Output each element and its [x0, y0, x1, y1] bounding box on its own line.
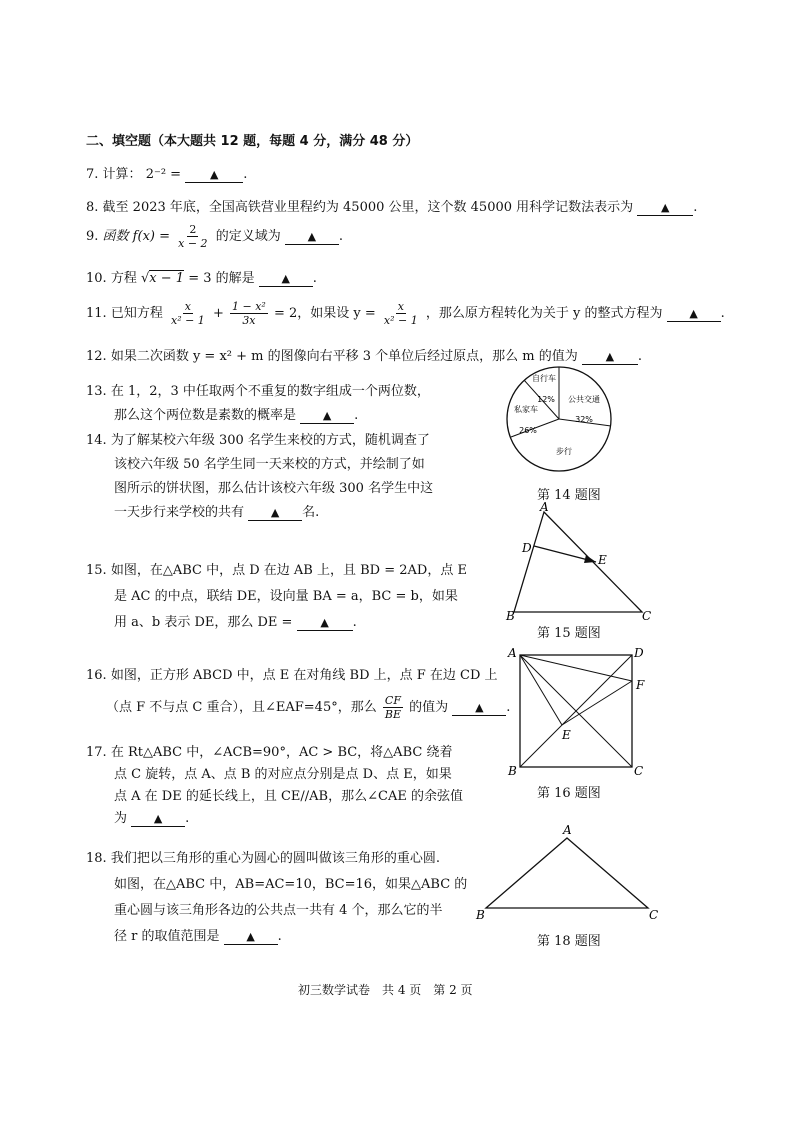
point-label-c: C — [649, 908, 659, 922]
figure-16-caption: 第 16 题图 — [537, 786, 601, 801]
triangle-icon: ▲ — [661, 201, 670, 214]
question-text: 如图，在△ABC 中，点 D 在边 AB 上，且 BD = 2AD，点 E — [110, 563, 467, 578]
question-text: = 3 的解是 — [188, 271, 255, 286]
question-text: 是 AC 的中点，联结 DE，设向量 BA = a，BC = b，如果 — [114, 589, 458, 604]
triangle-icon: ▲ — [281, 272, 290, 285]
triangle-icon: ▲ — [475, 701, 484, 714]
fraction: $\frac{\text{1 − x²}}{3x}$ — [232, 300, 266, 327]
question-text: 截至 2023 年底，全国高铁营业里程约为 45000 公里，这个数 45000 用科学记数法表示为 — [102, 200, 634, 215]
figure-15-caption: 第 15 题图 — [537, 626, 601, 641]
fraction: $\frac{x}{\text{x² − 1}}$ — [170, 300, 205, 327]
plus-sign: + — [212, 306, 224, 321]
pie-label-bus: 公共交通 — [568, 395, 600, 404]
triangle-icon: ▲ — [320, 616, 329, 629]
math-expression: 2⁻² = — [145, 167, 182, 182]
question-15: 15. 如图，在△ABC 中，点 D 在边 AB 上，且 BD = 2AD，点 E 是 AC 的中点，联结 DE，设向量 BA = a，BC = b，如果 用 a、b 表示 DE，那么 DE = ▲ . — [86, 563, 467, 630]
answer-blank[interactable] — [248, 506, 302, 521]
question-text: 一天步行来学校的共有 — [114, 505, 245, 520]
question-number: 16. — [86, 668, 107, 683]
triangle-abc — [514, 512, 642, 612]
question-17: 17. 在 Rt△ABC 中，∠ACB=90°，AC > BC，将△ABC 绕着 点 C 旋转，点 A、点 B 的对应点分别是点 D、点 E，如果 点 A 在 DE 的延长线上，且 CE//AB，那么∠CAE 的余弦值 为 ▲ . — [86, 745, 463, 826]
figure-15-triangle — [502, 502, 652, 622]
question-text: 径 r 的取值范围是 — [114, 929, 220, 944]
question-text: 点 C 旋转，点 A、点 B 的对应点分别是点 D、点 E，如果 — [114, 767, 452, 782]
pie-label-car: 私家车 — [514, 405, 538, 414]
pie-label-bike-pct: 12% — [537, 395, 555, 404]
point-label-b: B — [506, 609, 515, 622]
question-text: 该校六年级 50 名学生同一天来校的方式，并绘制了如 — [114, 457, 425, 472]
question-text: 在 Rt△ABC 中，∠ACB=90°，AC > BC，将△ABC 绕着 — [110, 745, 453, 760]
page-footer: 初三数学试卷 共 4 页 第 2 页 — [298, 983, 473, 997]
triangle-icon: ▲ — [246, 930, 255, 943]
point-label-f: F — [636, 678, 645, 692]
question-text: 我们把以三角形的重心为圆心的圆叫做该三角形的重心圆. — [110, 851, 440, 866]
fraction: $\frac{CF}{BE}$ — [384, 694, 401, 721]
question-text: ，那么原方程转化为关于 y 的整式方程为 — [425, 306, 663, 321]
point-label-c: C — [642, 609, 652, 622]
segment-ef — [562, 681, 632, 725]
question-8: 8. 截至 2023 年底，全国高铁营业里程约为 45000 公里，这个数 45000 用科学记数法表示为 ▲ . — [86, 200, 698, 215]
question-text: 图所示的饼状图，那么估计该校六年级 300 名学生中这 — [114, 481, 434, 496]
pie-label-bus-pct: 32% — [575, 415, 593, 424]
answer-blank[interactable] — [131, 812, 185, 827]
question-7: 7. 计算： 2⁻² = ▲ . — [86, 167, 248, 182]
segment-af — [520, 655, 632, 681]
answer-blank[interactable] — [452, 701, 506, 716]
question-text: 那么这个两位数是素数的概率是 — [114, 408, 297, 423]
triangle-icon: ▲ — [270, 506, 280, 519]
question-text: 的值为 — [409, 700, 449, 715]
question-text: 为了解某校六年级 300 名学生来校的方式，随机调查了 — [110, 433, 430, 448]
fraction: $\frac{x}{\text{x² − 1}}$ — [383, 300, 418, 327]
question-number: 17. — [86, 745, 107, 760]
question-12: 12. 如果二次函数 y = x² + m 的图像向右平移 3 个单位后经过原点，那么 m 的值为 ▲ . — [86, 349, 643, 364]
pie-label-bike: 自行车 — [532, 374, 556, 383]
question-10: 10. 方程 √x − 1 = 3 的解是 ▲ . — [86, 271, 317, 286]
point-label-e: E — [598, 553, 607, 567]
figure-18-caption: 第 18 题图 — [537, 934, 601, 949]
question-number: 13. — [86, 384, 107, 399]
question-text: 用 a、b 表示 DE，那么 DE = — [114, 615, 293, 630]
question-number: 11. — [86, 306, 107, 321]
question-number: 15. — [86, 563, 107, 578]
question-text: 为 — [114, 811, 128, 826]
question-text: = 2，如果设 y = — [273, 306, 376, 321]
triangle-icon: ▲ — [322, 409, 332, 422]
question-number: 18. — [86, 851, 107, 866]
question-number: 8. — [86, 200, 99, 215]
answer-blank[interactable] — [297, 616, 353, 631]
question-number: 10. — [86, 271, 107, 286]
figure-14-pie-chart — [504, 364, 614, 474]
pie-label-walk: 步行 — [556, 447, 572, 456]
question-text: 如图，在△ABC 中，AB=AC=10，BC=16，如果△ABC 的 — [114, 877, 468, 892]
question-number: 12. — [86, 349, 107, 364]
point-label-a: A — [563, 823, 572, 837]
question-9: 9. 函数 f(x) = $\frac{2}{x - 2}$ 的定义域为 ▲ . — [86, 223, 343, 250]
triangle-icon: ▲ — [209, 168, 219, 181]
answer-blank[interactable] — [224, 930, 278, 945]
point-label-b: B — [508, 764, 517, 778]
point-label-c: C — [634, 764, 644, 778]
point-label-e: E — [562, 728, 571, 742]
fraction: $\frac{2}{x - 2}$ — [178, 223, 208, 250]
question-11: 11. 已知方程 $\frac{x}{\text{x² − 1}}$ + $\frac{\text{1 − x²}}{3x}$ = 2，如果设 y = $\frac{x}{\text{x² − 1}}$ ，那么原方程转化为关于 y 的整式方程为 ▲ . — [86, 300, 725, 327]
answer-blank[interactable] — [300, 409, 354, 424]
question-number: 9. — [86, 229, 99, 244]
section-title: 二、填空题（本大题共 12 题，每题 4 分，满分 48 分） — [86, 134, 419, 149]
arrow-head-icon — [584, 555, 596, 563]
figure-18-triangle — [472, 822, 662, 922]
math-expression: 函数 f(x) = — [102, 229, 170, 244]
answer-blank[interactable] — [582, 350, 638, 365]
question-text: 方程 — [110, 271, 137, 286]
question-text: 的定义域为 — [215, 229, 281, 244]
question-text: 在 1，2，3 中任取两个不重复的数字组成一个两位数， — [110, 384, 430, 399]
answer-blank[interactable] — [285, 230, 339, 245]
figure-16-square — [506, 645, 648, 779]
figure-14-caption: 第 14 题图 — [537, 488, 601, 503]
triangle-icon: ▲ — [153, 812, 163, 825]
question-18: 18. 我们把以三角形的重心为圆心的圆叫做该三角形的重心圆. 如图，在△ABC 中，AB=AC=10，BC=16，如果△ABC 的 重心圆与该三角形各边的公共点一共有 4 个，那么它的半 径 r 的取值范围是 ▲ . — [86, 851, 468, 944]
sqrt-expression: √x − 1 — [140, 271, 185, 286]
point-label-a: A — [540, 502, 549, 514]
question-text: （点 F 不与点 C 重合），且∠EAF=45°，那么 — [106, 700, 377, 715]
question-text: 如果二次函数 y = x² + m 的图像向右平移 3 个单位后经过原点，那么 m 的值为 — [110, 349, 578, 364]
question-number: 14. — [86, 433, 107, 448]
triangle-icon: ▲ — [689, 307, 698, 320]
question-text: 重心圆与该三角形各边的公共点一共有 4 个，那么它的半 — [114, 903, 443, 918]
triangle-abc — [486, 838, 648, 908]
pie-label-car-pct: 26% — [519, 426, 537, 435]
point-label-d: D — [522, 541, 532, 555]
question-13: 13. 在 1，2，3 中任取两个不重复的数字组成一个两位数， 那么这个两位数是素数的概率是 ▲ . — [86, 384, 430, 423]
answer-blank[interactable] — [637, 201, 693, 216]
point-label-b: B — [476, 908, 485, 922]
answer-blank[interactable] — [259, 272, 313, 287]
question-text: 已知方程 — [110, 306, 163, 321]
triangle-icon: ▲ — [605, 350, 615, 363]
question-16: 16. 如图，正方形 ABCD 中，点 E 在对角线 BD 上，点 F 在边 CD 上 （点 F 不与点 C 重合），且∠EAF=45°，那么 $\frac{CF}{BE}$ 的值为 ▲ . — [86, 668, 511, 721]
question-number: 7. — [86, 167, 99, 182]
point-label-a: A — [508, 646, 517, 660]
answer-blank[interactable] — [185, 168, 243, 183]
triangle-icon: ▲ — [307, 230, 317, 243]
question-text: 计算： — [102, 167, 142, 182]
point-label-d: D — [634, 646, 644, 660]
answer-blank[interactable] — [667, 307, 721, 322]
question-text: 如图，正方形 ABCD 中，点 E 在对角线 BD 上，点 F 在边 CD 上 — [110, 668, 498, 683]
question-14: 14. 为了解某校六年级 300 名学生来校的方式，随机调查了 该校六年级 50 名学生同一天来校的方式，并绘制了如 图所示的饼状图，那么估计该校六年级 300 名学生中这 一天步行来学校的共有 ▲ 名. — [86, 433, 434, 520]
question-text: 点 A 在 DE 的延长线上，且 CE//AB，那么∠CAE 的余弦值 — [114, 789, 463, 804]
